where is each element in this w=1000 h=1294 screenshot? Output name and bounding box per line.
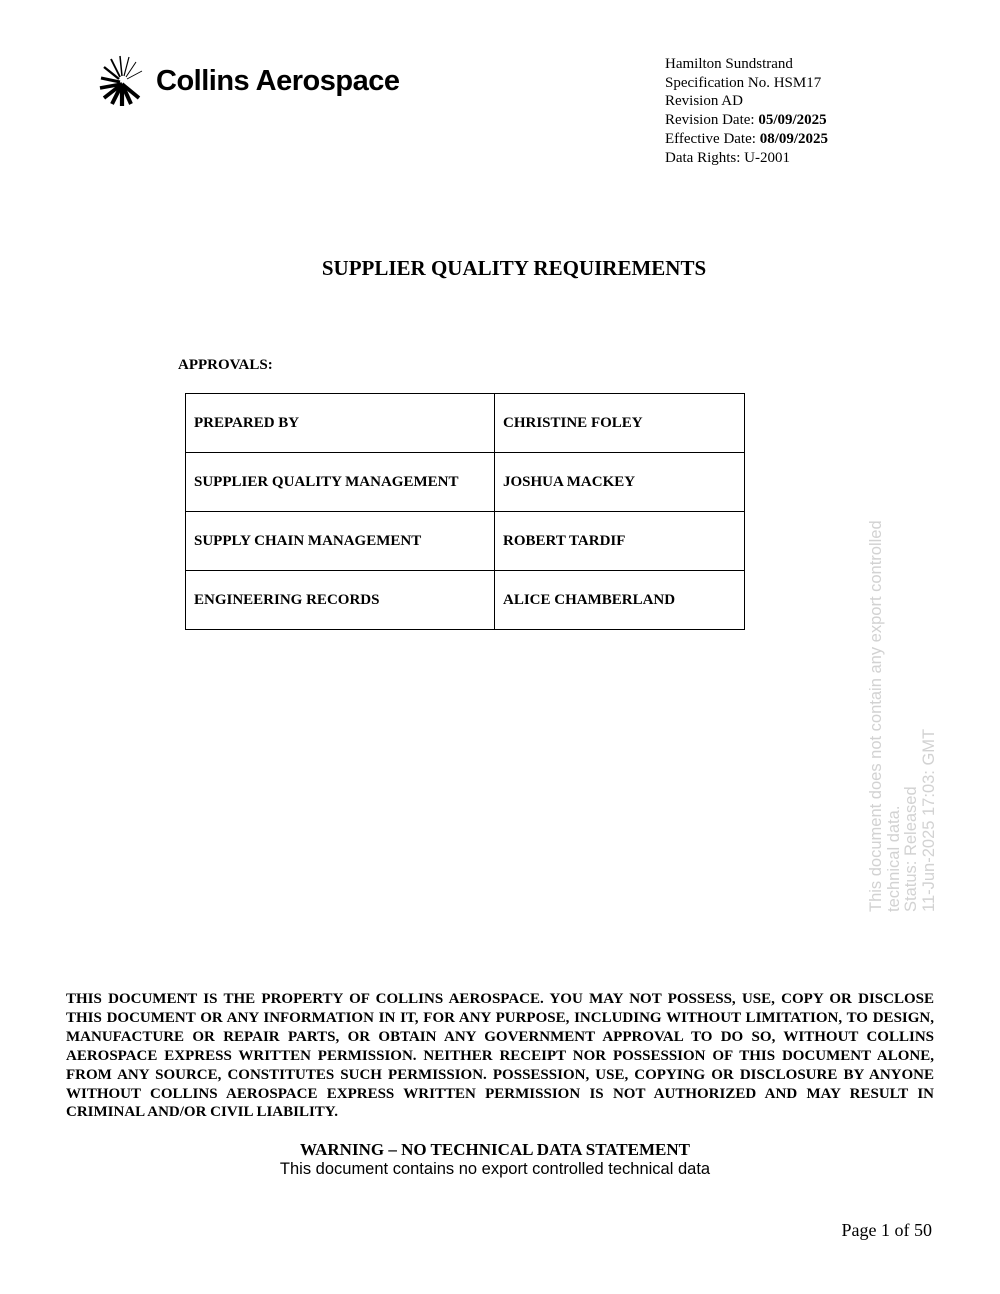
- logo-wordmark: Collins Aerospace: [156, 64, 400, 97]
- data-rights: Data Rights: U-2001: [665, 149, 790, 166]
- document-metadata: [665, 55, 828, 167]
- approval-role: ENGINEERING RECORDS: [186, 571, 495, 630]
- approver-name: ROBERT TARDIF: [495, 512, 745, 571]
- property-notice: THIS DOCUMENT IS THE PROPERTY OF COLLINS AEROSPACE. YOU MAY NOT POSSESS, USE, COPY OR DISCLOSE THIS DOCUMENT OR ANY INFORMATION IN IT, FOR ANY PURPOSE, INCLUDING WITHOUT LIMITATION, TO DESIGN, MANUFACTURE OR REPAIR PARTS, OR OBTAIN ANY GOVERNMENT APPROVAL TO DO SO, WITHOUT COLLINS AEROSPACE EXPRESS WRITTEN PERMISSION. NEITHER RECEIPT NOR POSSESSION OF THIS DOCUMENT ALONE, FROM ANY SOURCE, CONSTITUTES SUCH PERMISSION. POSSESSION, USE, COPYING OR DISCLOSURE BY ANYONE WITHOUT COLLINS AEROSPACE EXPRESS WRITTEN PERMISSION IS NOT AUTHORIZED AND MAY RESULT IN CRIMINAL AND/OR CIVIL LIABILITY.: [66, 991, 934, 1121]
- approvals-table: [185, 393, 745, 630]
- approvals-label: APPROVALS:: [178, 357, 273, 373]
- approver-name: CHRISTINE FOLEY: [495, 394, 745, 453]
- release-status-watermark: [868, 520, 938, 912]
- warning-statement: This document contains no export controlled technical data: [279, 1160, 711, 1178]
- approval-role: SUPPLY CHAIN MANAGEMENT: [186, 512, 495, 571]
- effective-date-label: Effective Date:: [665, 130, 760, 147]
- table-row: [186, 394, 745, 453]
- effective-date-value: 08/09/2025: [759, 130, 829, 147]
- approver-name: JOSHUA MACKEY: [495, 453, 745, 512]
- revision-date-line: [665, 111, 828, 130]
- watermark-line: 11-Jun-2025 17:03: GMT: [919, 728, 938, 912]
- revision-date-value: 05/09/2025: [758, 112, 827, 129]
- table-row: [186, 512, 745, 571]
- page-number: Page 1 of 50: [841, 1220, 932, 1240]
- specification-number: Specification No. HSM17: [665, 74, 822, 91]
- watermark-line: This document does not contain any export controlled: [867, 520, 885, 912]
- collins-aerospace-logo: [98, 54, 399, 108]
- approver-name: ALICE CHAMBERLAND: [495, 571, 745, 630]
- warning-heading: WARNING – NO TECHNICAL DATA STATEMENT: [300, 1140, 690, 1159]
- sunburst-logo-icon: [98, 54, 148, 108]
- approval-role: SUPPLIER QUALITY MANAGEMENT: [186, 453, 495, 512]
- company-name: Hamilton Sundstrand: [665, 56, 793, 72]
- approval-role: PREPARED BY: [186, 394, 495, 453]
- watermark-line: technical data.: [884, 805, 903, 912]
- revision: Revision AD: [665, 93, 743, 110]
- table-row: [186, 571, 745, 630]
- document-title: SUPPLIER QUALITY REQUIREMENTS: [321, 256, 707, 280]
- watermark-line: Status: Released: [902, 786, 920, 912]
- table-row: [186, 453, 745, 512]
- revision-date-label: Revision Date:: [665, 112, 759, 129]
- effective-date-line: [665, 130, 828, 149]
